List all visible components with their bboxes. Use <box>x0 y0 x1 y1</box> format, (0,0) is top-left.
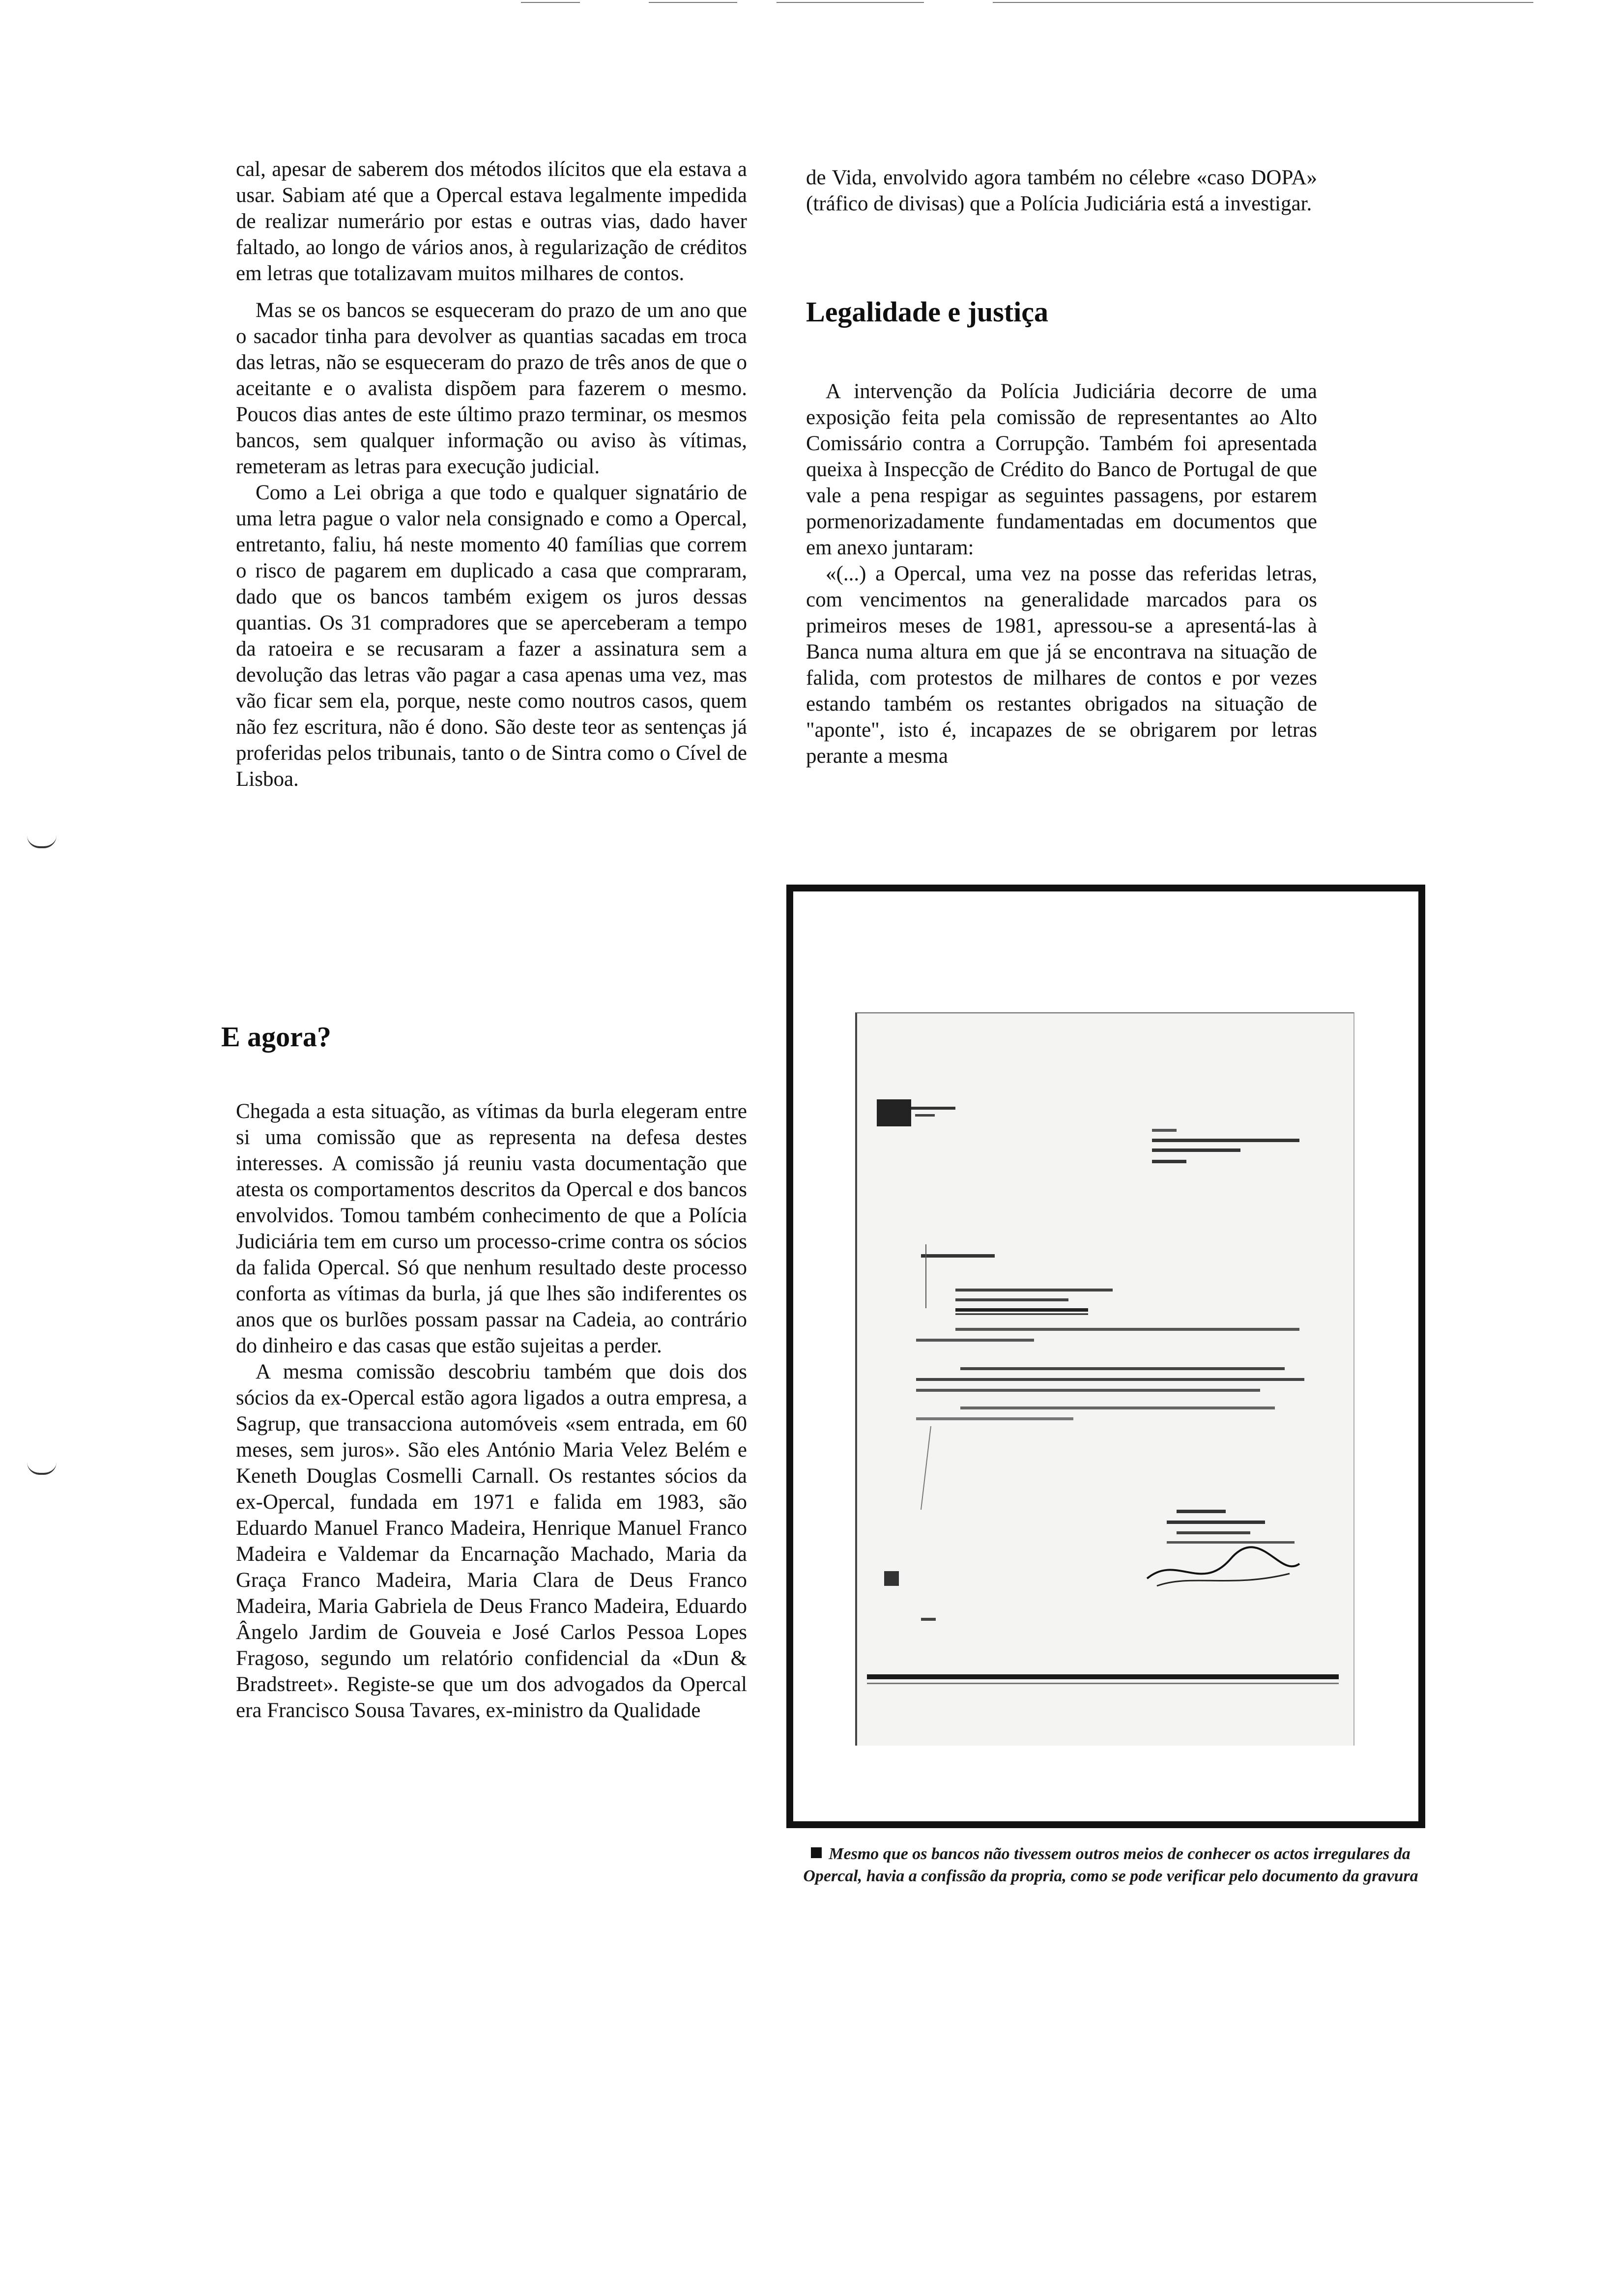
figure-caption <box>781 1843 1440 1887</box>
paragraph: cal, apesar de saberem dos métodos ilícitos que ela estava a usar. Sabiam até que a Opercal estava legalmente impedida de realizar numerário por estas e outras vias, dado haver faltado, ao longo de vários anos, à regularização de créditos em letras que totalizavam muitos milhares de contos. <box>236 158 747 285</box>
top-rule <box>993 2 1533 3</box>
top-rule <box>777 2 924 3</box>
paragraph: Mas se os bancos se esqueceram do prazo de um ano que o sacador tinha para devolver as quantias sacadas em troca das letras, não se esqueceram do prazo de três anos de que o aceitante e o avalista dispõem para fazerem o mesmo. Poucos dias antes de este último prazo terminar, os mesmos bancos, sem qualquer informação ou aviso às vítimas, remeteram as letras para execução judicial. <box>236 299 747 478</box>
section-heading: Legalidade e justiça <box>806 296 1048 328</box>
binding-mark <box>27 835 57 848</box>
section-heading: E agora? <box>221 1021 331 1053</box>
binding-mark <box>27 1462 57 1475</box>
document-photo-marks <box>857 1013 1353 1746</box>
paragraph: de Vida, envolvido agora também no célebre «caso DOPA» (tráfico de divisas) que a Polícia Judiciária está a investigar. <box>806 166 1317 215</box>
document-photo <box>855 1012 1354 1746</box>
paragraph: Como a Lei obriga a que todo e qualquer signatário de uma letra pague o valor nela consignado e como a Opercal, entretanto, faliu, há neste momento 40 famílias que correm o risco de pagarem em duplicado a casa que compraram, dado que os bancos também exigem os juros dessas quantias. Os 31 compradores que se aperceberam a tempo da ratoeira e se recusaram a fazer a assinatura sem a devolução das letras vão pagar a casa apenas uma vez, mas vão ficar sem ela, porque, neste como noutros casos, quem não fez escritura, não é dono. São deste teor as sentenças já proferidas pelos tribunais, tanto o de Sintra como o Cível de Lisboa. <box>236 481 747 791</box>
article-column-left-bottom <box>236 1098 747 1723</box>
paragraph: A intervenção da Polícia Judiciária decorre de uma exposição feita pela comissão de representantes ao Alto Comissário contra a Corrupção. Também foi apresentada queixa à Inspecção de Crédito do Banco de Portugal de que vale a pena respigar as seguintes passagens, por estarem pormenorizadamente fundamentadas em documentos que em anexo juntaram: <box>806 380 1317 559</box>
caption-text: Mesmo que os bancos não tivessem outros meios de conhecer os actos irregulares da Opercal, havia a confissão da propria, como se pode verificar pelo documento da gravura <box>803 1845 1418 1885</box>
article-column-left-top <box>236 156 747 792</box>
article-column-right-top <box>806 165 1317 217</box>
top-rule <box>649 2 737 3</box>
paragraph: «(...) a Opercal, uma vez na posse das referidas letras, com vencimentos na generalidade marcados para os primeiros meses de 1981, apressou-se a apresentá-las à Banca numa altura em que já se encontrava na situação de falida, com protestos de milhares de contos e por vezes estando também os restantes obrigados na situação de "aponte", isto é, incapazes de se obrigarem por letras perante a mesma <box>806 562 1317 768</box>
article-column-right-mid <box>806 378 1317 769</box>
top-rule <box>521 2 580 3</box>
paragraph: A mesma comissão descobriu também que dois dos sócios da ex-Opercal estão agora ligados a outra empresa, a Sagrup, que transacciona automóveis «sem entrada, em 60 meses, sem juros». São eles António Maria Velez Belém e Keneth Douglas Cosmelli Carnall. Os restantes sócios da ex-Opercal, fundada em 1971 e falida em 1983, são Eduardo Manuel Franco Madeira, Henrique Manuel Franco Madeira e Valdemar da Encarnação Machado, Maria da Graça Franco Madeira, Maria Clara de Deus Franco Madeira, Maria Gabriela de Deus Franco Madeira, Eduardo Ângelo Jardim de Gouveia e José Carlos Pessoa Lopes Fragoso, segundo um relatório confidencial da «Dun & Bradstreet». Registe-se que um dos advogados da Opercal era Francisco Sousa Tavares, ex-ministro da Qualidade <box>236 1360 747 1722</box>
caption-bullet-icon <box>811 1847 822 1858</box>
paragraph: Chegada a esta situação, as vítimas da burla elegeram entre si uma comissão que as representa na defesa destes interesses. A comissão já reuniu vasta documentação que atesta os comportamentos descritos da Opercal e dos bancos envolvidos. Tomou também conhecimento de que a Polícia Judiciária tem em curso um processo-crime contra os sócios da falida Opercal. Só que nenhum resultado deste processo conforta as vítimas da burla, já que lhes são indiferentes os anos que os burlões possam passar na Cadeia, ao contrário do dinheiro e das casas que estão sujeitas a perder. <box>236 1100 747 1357</box>
